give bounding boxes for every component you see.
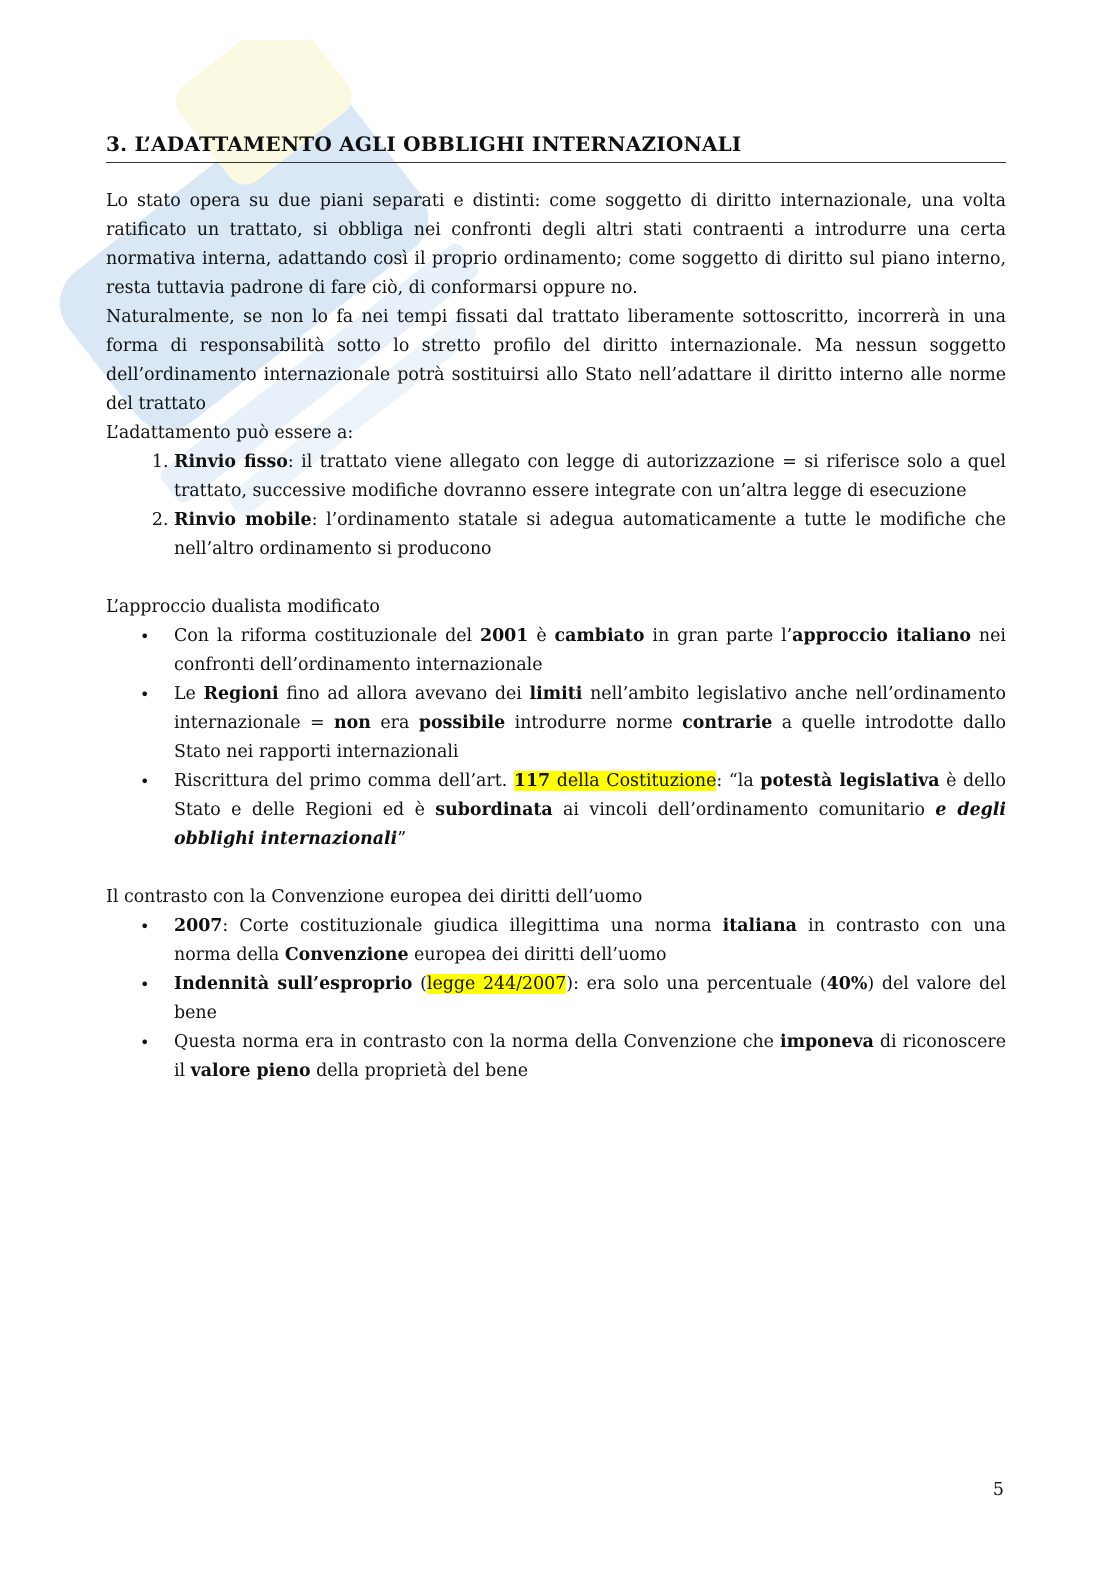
- list-item: 2. Rinvio mobile: l’ordinamento statale si adegua automaticamente a tutte le modifiche che nell’altro ordinamento si producono: [174, 506, 1006, 564]
- adattamento-list: [106, 448, 1006, 564]
- intro-paragraph: Naturalmente, se non lo fa nei tempi fissati dal trattato liberamente sottoscritto, incorrerà in una forma di responsabilità sotto lo stretto profilo del diritto internazionale. Ma nessun soggetto dell’ordinamento internazionale potrà sostituirsi allo Stato nell’adattare il diritto interno alle norme del trattato: [106, 307, 1006, 414]
- highlight: legge 244/2007: [426, 974, 567, 994]
- section-heading: 3. L’ADATTAMENTO AGLI OBBLIGHI INTERNAZIONALI: [106, 120, 1006, 163]
- document-content: [106, 120, 1006, 1086]
- list-item: • 2007: Corte costituzionale giudica illegittima una norma italiana in contrasto con una norma della Convenzione europea dei diritti dell’uomo: [174, 912, 1006, 970]
- convenzione-section: [106, 883, 1006, 1086]
- highlight: 117 della Costituzione: [513, 771, 717, 791]
- intro-paragraph: Lo stato opera su due piani separati e distinti: come soggetto di diritto internazionale, una volta ratificato un trattato, si obbliga nei confronti degli altri stati contraenti a introdurre una certa normativa interna, adattando così il proprio ordinamento; come soggetto di diritto sul piano interno, resta tuttavia padrone di fare ciò, di conformarsi oppure no.: [106, 191, 1006, 298]
- intro-paragraph: L’adattamento può essere a:: [106, 423, 354, 443]
- list-item: • Indennità sull’esproprio (legge 244/2007): era solo una percentuale (40%) del valore del bene: [174, 970, 1006, 1028]
- list-item: • Con la riforma costituzionale del 2001 è cambiato in gran parte l’approccio italiano nei confronti dell’ordinamento internazionale: [174, 622, 1006, 680]
- list-item: • Riscrittura del primo comma dell’art. 117 della Costituzione: “la potestà legislativa è dello Stato e delle Regioni ed è subordinata ai vincoli dell’ordinamento comunitario e degli obblighi internazionali”: [174, 767, 1006, 854]
- bullet-list: [106, 912, 1006, 1086]
- page-number: 5: [992, 1480, 1004, 1500]
- list-item: • Questa norma era in contrasto con la norma della Convenzione che imponeva di riconoscere il valore pieno della proprietà del bene: [174, 1028, 1006, 1086]
- list-item: • Le Regioni fino ad allora avevano dei limiti nell’ambito legislativo anche nell’ordinamento internazionale = non era possibile introdurre norme contrarie a quelle introdotte dallo Stato nei rapporti internazionali: [174, 680, 1006, 767]
- list-item: 1. Rinvio fisso: il trattato viene allegato con legge di autorizzazione = si riferisce solo a quel trattato, successive modifiche dovranno essere integrate con un’altra legge di esecuzione: [174, 448, 1006, 506]
- intro-text: [106, 187, 1006, 448]
- subsection-title: L’approccio dualista modificato: [106, 597, 380, 617]
- dualista-section: [106, 593, 1006, 854]
- subsection-title: Il contrasto con la Convenzione europea dei diritti dell’uomo: [106, 887, 643, 907]
- bullet-list: [106, 622, 1006, 854]
